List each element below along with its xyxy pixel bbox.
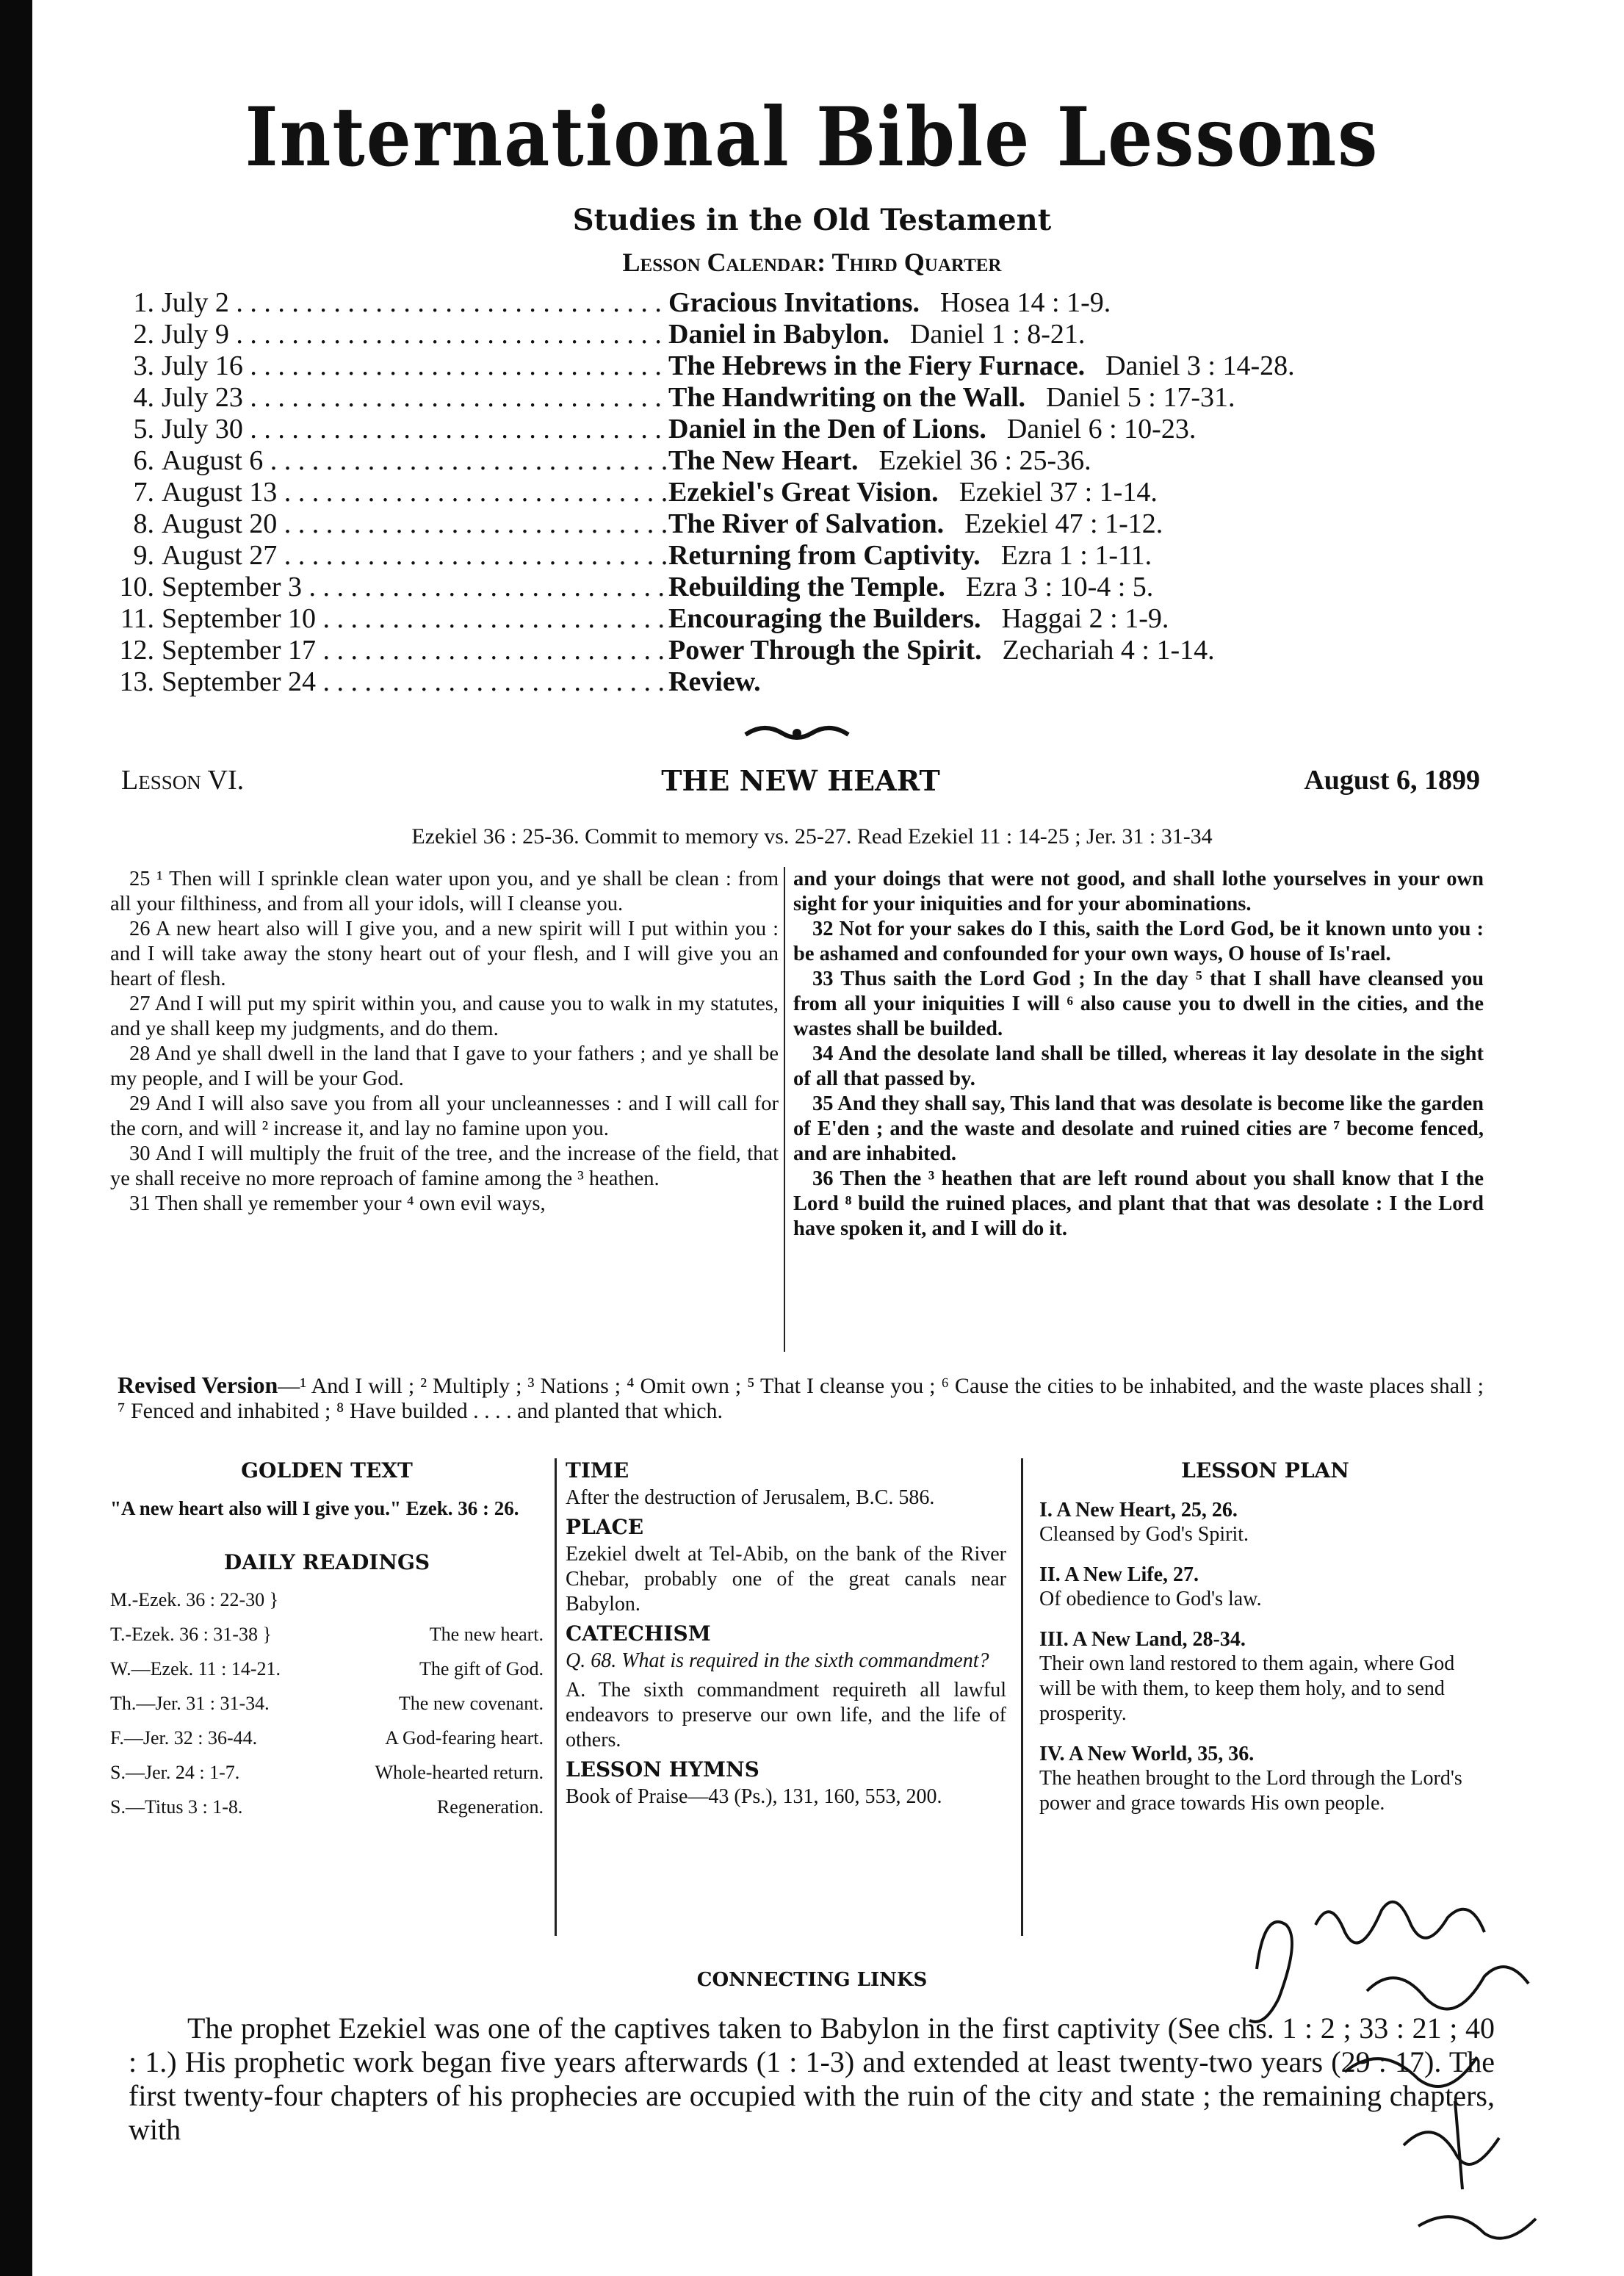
calendar-date: September 24 . . . — [162, 666, 668, 698]
calendar-row — [110, 634, 1579, 666]
reading-reference: M.-Ezek. 36 : 22-30 } — [110, 1589, 279, 1610]
reading-reference: T.-Ezek. 36 : 31-38 } — [110, 1624, 272, 1645]
calendar-topic: The Hebrews in the Fiery Furnace. — [668, 350, 1086, 381]
calendar-topic: Encouraging the Builders. — [668, 603, 981, 634]
calendar-topic: Daniel in Babylon. — [668, 319, 889, 350]
calendar-date: August 27 . . . — [162, 539, 668, 572]
reading-reference: F.—Jer. 32 : 36-44. — [110, 1727, 258, 1749]
calendar-row — [110, 413, 1579, 444]
calendar-number: 10. — [119, 572, 154, 602]
verse: 35 And they shall say, This land that was desolate is become like the garden of E'den ; and the waste and desolate and ruined cities are ⁷ become fenced, and are inhabited. — [793, 1092, 1484, 1165]
calendar-reference: Ezekiel 47 : 1-12. — [964, 508, 1163, 539]
reading-reference: S.—Titus 3 : 1-8. — [110, 1796, 243, 1818]
golden-text-heading: GOLDEN TEXT — [241, 1458, 413, 1483]
calendar-number: 13. — [119, 666, 154, 697]
scan-edge — [0, 0, 32, 2276]
calendar-number: 9. — [133, 540, 154, 571]
lesson-plan-heading: LESSON PLAN — [1181, 1458, 1349, 1483]
plan-text: Of obedience to God's law. — [1039, 1588, 1262, 1610]
reading-title: Whole-hearted return. — [375, 1762, 544, 1783]
calendar-row — [110, 381, 1579, 413]
calendar-reference: Daniel 1 : 8-21. — [909, 319, 1086, 350]
calendar-number: 7. — [133, 477, 154, 508]
calendar-row — [110, 508, 1579, 539]
verse: 27 And I will put my spirit within you, and cause you to walk in my statutes, and ye shall keep my judgments, and do them. — [110, 993, 779, 1040]
column-divider — [784, 867, 785, 1352]
verse: 33 Thus saith the Lord God ; In the day ⁵ that I shall have cleansed you from all your iniquities I will ⁶ also cause you to dwell in the cities, and the wastes shall be builded. — [793, 968, 1484, 1040]
daily-readings-list — [110, 1588, 544, 1829]
plan-heading: I. A New Heart, 25, 26. — [1039, 1499, 1238, 1521]
reading-item — [110, 1588, 544, 1612]
middle-helps-column — [566, 1458, 1006, 1814]
lesson-date: August 6, 1899 — [1304, 765, 1480, 796]
calendar-number: 2. — [133, 319, 154, 350]
scripture-left-column — [110, 867, 779, 1217]
reading-item — [110, 1657, 544, 1681]
verse: 36 Then the ³ heathen that are left round about you shall know that I the Lord ⁸ build the ruined places, and plant that that was desolate : I the Lord have spoken it, and I will do it. — [793, 1167, 1484, 1240]
reading-item — [110, 1795, 544, 1819]
calendar-date: September 10 . . . — [162, 602, 668, 635]
place-heading: PLACE — [566, 1515, 644, 1539]
golden-text: "A new heart also will I give you." Ezek. 36 : 26. — [110, 1497, 519, 1519]
calendar-reference: Ezra 1 : 1-11. — [1000, 540, 1152, 571]
reading-reference: Th.—Jer. 31 : 31-34. — [110, 1693, 270, 1714]
verse: 31 Then shall ye remember your ⁴ own evil ways, — [129, 1192, 546, 1215]
verse: 32 Not for your sakes do I this, saith the Lord God, be it known unto you : be ashamed and confounded for your own ways, O house of Is'rael. — [793, 918, 1484, 965]
plan-heading: II. A New Life, 27. — [1039, 1563, 1199, 1586]
calendar-topic: Ezekiel's Great Vision. — [668, 477, 939, 508]
calendar-title: Lesson Calendar: Third Quarter — [622, 248, 1002, 277]
plan-text: The heathen brought to the Lord through the Lord's power and grace towards His own people. — [1039, 1767, 1462, 1815]
hymns-text: Book of Praise—43 (Ps.), 131, 160, 553, 200. — [566, 1785, 942, 1808]
calendar-reference: Daniel 5 : 17-31. — [1046, 382, 1235, 413]
plan-text: Their own land restored to them again, where God will be with them, to keep them holy, and to send prosperity. — [1039, 1652, 1455, 1725]
lesson-header — [121, 764, 1480, 801]
catechism-heading: CATECHISM — [566, 1621, 711, 1646]
calendar-topic: Rebuilding the Temple. — [668, 572, 945, 602]
calendar-reference: Ezra 3 : 10-4 : 5. — [965, 572, 1154, 602]
reading-title: The gift of God. — [419, 1658, 544, 1679]
handwritten-signature — [1235, 1881, 1558, 2263]
calendar-reference: Ezekiel 36 : 25-36. — [878, 445, 1091, 476]
calendar-reference: Ezekiel 37 : 1-14. — [959, 477, 1158, 508]
calendar-row — [110, 602, 1579, 634]
daily-readings-heading: DAILY READINGS — [223, 1550, 430, 1574]
hymns-heading: LESSON HYMNS — [566, 1757, 759, 1782]
reading-title: A God-fearing heart. — [385, 1727, 544, 1749]
lesson-calendar — [110, 287, 1579, 697]
connecting-links-heading: CONNECTING LINKS — [696, 1969, 928, 1991]
verse: 29 And I will also save you from all your uncleannesses : and I will call for the corn, and will ² increase it, and lay no famine upon you. — [110, 1092, 779, 1140]
page-title: International Bible Lessons — [245, 89, 1379, 185]
calendar-date: August 20 . . . — [162, 508, 668, 540]
calendar-row — [110, 476, 1579, 508]
reading-title: The new covenant. — [398, 1693, 544, 1714]
revised-version-label: Revised Version — [118, 1372, 278, 1398]
calendar-number: 1. — [133, 287, 154, 318]
reading-reference: S.—Jer. 24 : 1-7. — [110, 1762, 240, 1783]
reading-item — [110, 1691, 544, 1715]
calendar-reference: Haggai 2 : 1-9. — [1001, 603, 1169, 634]
lesson-number: Lesson VI. — [121, 765, 245, 796]
scripture-right-column — [793, 867, 1484, 1242]
verse: 28 And ye shall dwell in the land that I gave to your fathers ; and ye shall be my people, and I will be your God. — [110, 1042, 779, 1090]
calendar-date: July 30 . . . — [162, 413, 668, 445]
place-text: Ezekiel dwelt at Tel-Abib, on the bank of the River Chebar, probably one of the great canals near Babylon. — [566, 1543, 1006, 1616]
reading-item — [110, 1622, 544, 1646]
calendar-topic: The Handwriting on the Wall. — [668, 382, 1026, 413]
verse: and your doings that were not good, and shall lothe yourselves in your own sight for your iniquities and for your abominations. — [793, 868, 1484, 915]
lesson-title: THE NEW HEART — [661, 764, 940, 797]
connecting-links-text: The prophet Ezekiel was one of the captives taken to Babylon in the first captivity (See chs. 1 : 2 ; 33 : 21 ; 40 : 1.) His prophetic work began five years afterwards (1 : 1-3) and extended at least twenty-two years (29 : 17). The first twenty-four chapters of his prophecies are occupied with the ruin of the city and state ; the remaining chapters, with — [129, 2012, 1495, 2146]
calendar-topic: Power Through the Spirit. — [668, 635, 982, 666]
catechism-question: Q. 68. What is required in the sixth commandment? — [566, 1649, 989, 1672]
calendar-row — [110, 666, 1579, 697]
calendar-date: September 17 . . . — [162, 634, 668, 666]
reading-item — [110, 1760, 544, 1785]
calendar-date: August 6 . . . — [162, 444, 668, 477]
calendar-row — [110, 350, 1579, 381]
reading-title: The new heart. — [429, 1624, 544, 1645]
page-subtitle: Studies in the Old Testament — [572, 203, 1052, 237]
calendar-number: 5. — [133, 414, 154, 444]
left-helps-column — [110, 1458, 544, 1829]
calendar-topic: Review. — [668, 666, 761, 697]
calendar-row — [110, 571, 1579, 602]
calendar-number: 8. — [133, 508, 154, 539]
reading-reference: W.—Ezek. 11 : 14-21. — [110, 1658, 281, 1679]
verse: 30 And I will multiply the fruit of the tree, and the increase of the field, that ye shall receive no more reproach of famine among the ³ heathen. — [110, 1142, 779, 1190]
lesson-plan-column — [1039, 1458, 1491, 1816]
calendar-row — [110, 444, 1579, 476]
calendar-date: September 3 . . . — [162, 571, 668, 603]
calendar-row — [110, 287, 1579, 318]
calendar-date: August 13 . . . — [162, 476, 668, 508]
revised-version-text: —¹ And I will ; ² Multiply ; ³ Nations ; ⁴ Omit own ; ⁵ That I cleanse you ; ⁶ Cause the cities to be inhabited, and the waste places shall ; ⁷ Fenced and inhabited ; ⁸ Have builded . . . . and planted that which. — [118, 1374, 1484, 1423]
calendar-number: 6. — [133, 445, 154, 476]
calendar-reference: Zechariah 4 : 1-14. — [1002, 635, 1215, 666]
calendar-topic: The New Heart. — [668, 445, 859, 476]
calendar-topic: Returning from Captivity. — [668, 540, 981, 571]
calendar-number: 11. — [120, 603, 154, 634]
catechism-answer: A. The sixth commandment requireth all lawful endeavors to preserve our own life, and the life of others. — [566, 1679, 1006, 1751]
calendar-topic: The River of Salvation. — [668, 508, 945, 539]
calendar-row — [110, 539, 1579, 571]
plan-heading: III. A New Land, 28-34. — [1039, 1628, 1246, 1651]
calendar-number: 4. — [133, 382, 154, 413]
verse: 26 A new heart also will I give you, and a new spirit will I put within you : and I will take away the stony heart out of your flesh, and I will give you an heart of flesh. — [110, 918, 779, 990]
lesson-plan-list — [1039, 1499, 1491, 1816]
column-divider — [1021, 1458, 1023, 1936]
calendar-date: July 9 . . . — [162, 318, 668, 350]
calendar-reference: Daniel 6 : 10-23. — [1006, 414, 1197, 444]
reading-title: Regeneration. — [436, 1796, 544, 1818]
calendar-number: 3. — [133, 350, 154, 381]
calendar-date: July 23 . . . — [162, 381, 668, 414]
calendar-reference: Daniel 3 : 14-28. — [1105, 350, 1295, 381]
calendar-number: 12. — [119, 635, 154, 666]
calendar-topic: Gracious Invitations. — [668, 287, 920, 318]
plan-heading: IV. A New World, 35, 36. — [1039, 1743, 1255, 1765]
scripture-reference: Ezekiel 36 : 25-36. Commit to memory vs. 25-27. Read Ezekiel 11 : 14-25 ; Jer. 31 : 31-34 — [411, 824, 1213, 849]
calendar-topic: Daniel in the Den of Lions. — [668, 414, 986, 444]
reading-item — [110, 1726, 544, 1750]
verse: 25 ¹ Then will I sprinkle clean water upon you, and ye shall be clean : from all your filthiness, and from all your idols, will I cleanse you. — [110, 868, 779, 915]
calendar-row — [110, 318, 1579, 350]
calendar-reference: Hosea 14 : 1-9. — [940, 287, 1111, 318]
column-divider — [555, 1458, 557, 1936]
calendar-date: July 16 . . . — [162, 350, 668, 382]
revised-version-note — [118, 1372, 1484, 1424]
ornament-icon — [742, 716, 852, 757]
verse: 34 And the desolate land shall be tilled, whereas it lay desolate in the sight of all that passed by. — [793, 1042, 1484, 1090]
plan-text: Cleansed by God's Spirit. — [1039, 1523, 1249, 1546]
calendar-date: July 2 . . . — [162, 287, 668, 319]
time-text: After the destruction of Jerusalem, B.C. 586. — [566, 1486, 935, 1509]
time-heading: TIME — [566, 1458, 629, 1483]
